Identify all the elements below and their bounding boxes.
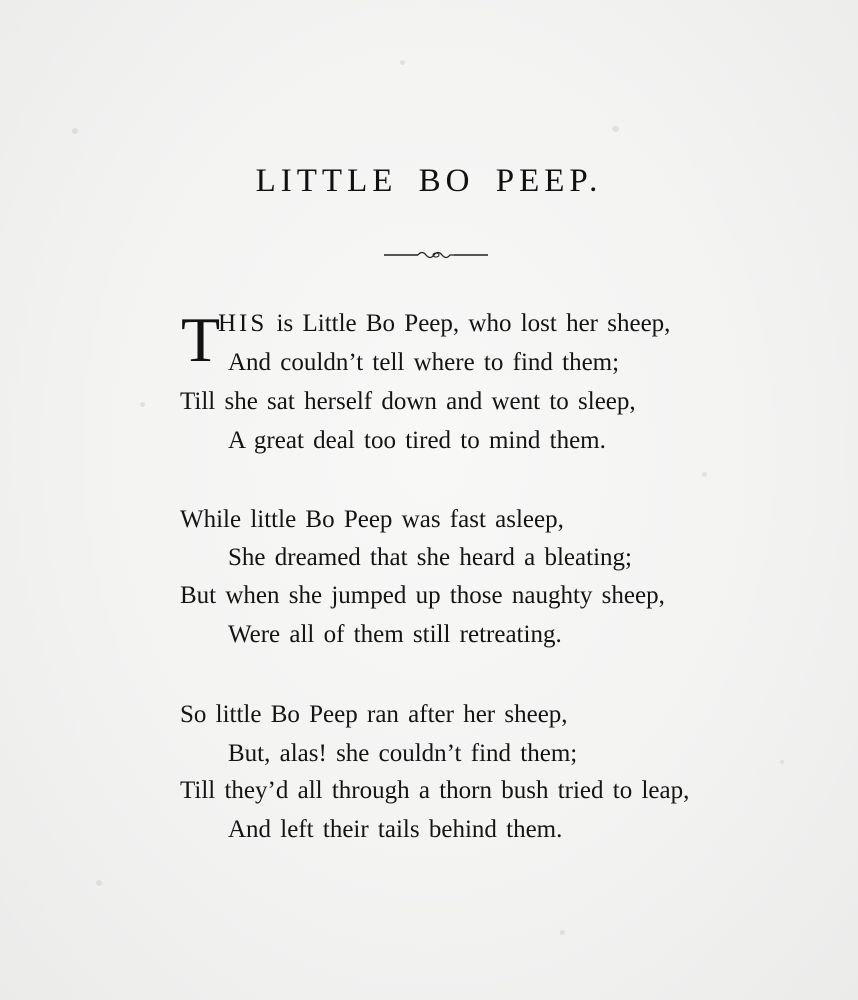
- verse-line-lead: HIS: [218, 310, 268, 337]
- paper-speck: [140, 402, 145, 407]
- paper-speck: [780, 760, 784, 764]
- drop-cap: T: [181, 304, 221, 375]
- verse-line: But when she jumped up those naughty sheep,: [180, 582, 665, 609]
- paper-speck: [612, 126, 619, 132]
- verse-line: And left their tails behind them.: [228, 816, 563, 843]
- paper-speck: [96, 880, 102, 886]
- verse-line: But, alas! she couldn’t find them;: [228, 740, 578, 767]
- verse-line: [218, 309, 670, 339]
- verse-line: Till they’d all through a thorn bush tried to leap,: [180, 777, 690, 804]
- ornament-divider-icon: [384, 248, 488, 262]
- verse-line: Were all of them still retreating.: [228, 621, 562, 648]
- paper-speck: [560, 930, 565, 935]
- page-title: LITTLE BO PEEP.: [255, 163, 603, 199]
- verse-line-text: is Little Bo Peep, who lost her sheep,: [267, 310, 671, 337]
- verse-line: A great deal too tired to mind them.: [228, 427, 606, 454]
- verse-line: And couldn’t tell where to find them;: [228, 349, 620, 376]
- verse-line: She dreamed that she heard a bleating;: [228, 544, 632, 571]
- verse-line: Till she sat herself down and went to sleep,: [180, 388, 636, 415]
- paper-speck: [72, 128, 78, 134]
- verse-line: While little Bo Peep was fast asleep,: [180, 506, 564, 533]
- paper-speck: [702, 472, 707, 477]
- verse-line: So little Bo Peep ran after her sheep,: [180, 701, 568, 728]
- paper-speck: [400, 60, 405, 65]
